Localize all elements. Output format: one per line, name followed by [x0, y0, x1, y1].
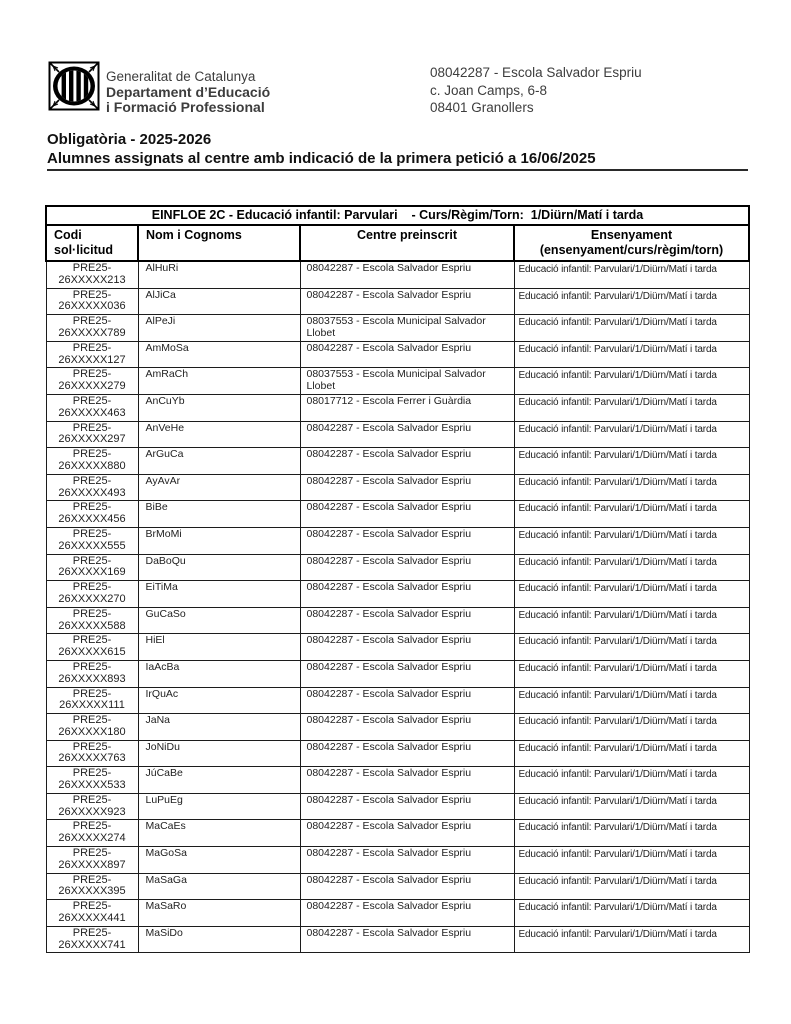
- document-title: [47, 131, 748, 171]
- table-row: [46, 793, 749, 820]
- codi-line1: PRE25-: [72, 926, 112, 939]
- codi-line1: PRE25-: [72, 900, 112, 913]
- table-row: [46, 900, 749, 927]
- codi-cell: [46, 740, 138, 767]
- centre-cell: 08042287 - Escola Salvador Espriu: [300, 660, 514, 687]
- centre-cell: 08042287 - Escola Salvador Espriu: [300, 740, 514, 767]
- codi-line2: 26XXXXX441: [58, 912, 126, 925]
- codi-line1: PRE25-: [72, 394, 112, 407]
- centre-cell: 08042287 - Escola Salvador Espriu: [300, 474, 514, 501]
- org-name-line2: Departament d’Educació: [106, 83, 271, 100]
- nom-cell: AmRaCh: [138, 368, 300, 395]
- nom-cell: AmMoSa: [138, 341, 300, 368]
- org-name-line3: i Formació Professional: [106, 99, 265, 115]
- codi-cell: [46, 501, 138, 528]
- codi-line1: PRE25-: [72, 421, 112, 434]
- codi-cell: [46, 687, 138, 714]
- nom-cell: JoNiDu: [138, 740, 300, 767]
- codi-cell: [46, 793, 138, 820]
- school-city: 08401 Granollers: [430, 100, 534, 115]
- centre-cell: 08042287 - Escola Salvador Espriu: [300, 554, 514, 581]
- column-header-ensenyament: Ensenyament (ensenyament/curs/règim/torn): [514, 225, 749, 261]
- centre-cell: 08042287 - Escola Salvador Espriu: [300, 900, 514, 927]
- nom-cell: HiEl: [138, 634, 300, 661]
- centre-cell: 08042287 - Escola Salvador Espriu: [300, 288, 514, 315]
- codi-line2: 26XXXXX880: [58, 459, 126, 472]
- nom-cell: JaNa: [138, 714, 300, 741]
- codi-line2: 26XXXXX279: [58, 380, 126, 393]
- table-row: [46, 394, 749, 421]
- table-row: [46, 448, 749, 475]
- generalitat-logo: [48, 61, 100, 111]
- codi-line1: PRE25-: [72, 634, 112, 647]
- centre-cell: 08042287 - Escola Salvador Espriu: [300, 341, 514, 368]
- codi-line1: PRE25-: [72, 501, 112, 514]
- codi-cell: [46, 873, 138, 900]
- codi-line2: 26XXXXX897: [58, 858, 126, 871]
- codi-cell: [46, 527, 138, 554]
- centre-cell: 08017712 - Escola Ferrer i Guàrdia: [300, 394, 514, 421]
- centre-cell: 08042287 - Escola Salvador Espriu: [300, 714, 514, 741]
- codi-line1: PRE25-: [72, 474, 112, 487]
- codi-line2: 26XXXXX111: [59, 699, 125, 712]
- centre-cell: 08042287 - Escola Salvador Espriu: [300, 607, 514, 634]
- codi-line2: 26XXXXX127: [58, 353, 126, 366]
- table-row: [46, 714, 749, 741]
- codi-line2: 26XXXXX588: [58, 619, 126, 632]
- codi-line2: 26XXXXX555: [58, 539, 126, 552]
- nom-cell: MaSaRo: [138, 900, 300, 927]
- centre-cell: 08042287 - Escola Salvador Espriu: [300, 581, 514, 608]
- ensenyament-cell: Educació infantil: Parvulari/1/Diürn/Matí i tarda: [514, 394, 749, 421]
- codi-line1: PRE25-: [72, 288, 112, 301]
- ensenyament-cell: Educació infantil: Parvulari/1/Diürn/Matí i tarda: [514, 873, 749, 900]
- table-row: [46, 261, 749, 288]
- nom-cell: JúCaBe: [138, 767, 300, 794]
- codi-line2: 26XXXXX395: [58, 885, 126, 898]
- codi-line1: PRE25-: [72, 714, 112, 727]
- codi-line2: 26XXXXX036: [58, 300, 126, 313]
- school-street: c. Joan Camps, 6-8: [430, 82, 548, 98]
- ensenyament-cell: Educació infantil: Parvulari/1/Diürn/Matí i tarda: [514, 634, 749, 661]
- codi-line1: PRE25-: [72, 368, 112, 381]
- centre-cell: 08042287 - Escola Salvador Espriu: [300, 873, 514, 900]
- ensenyament-cell: Educació infantil: Parvulari/1/Diürn/Matí i tarda: [514, 607, 749, 634]
- table-row: [46, 820, 749, 847]
- school-address-block: [430, 64, 642, 117]
- codi-line2: 26XXXXX493: [58, 486, 126, 499]
- codi-cell: [46, 900, 138, 927]
- codi-line1: PRE25-: [72, 581, 112, 594]
- table-row: [46, 634, 749, 661]
- group-header-row: [46, 206, 749, 225]
- nom-cell: BiBe: [138, 501, 300, 528]
- centre-cell: 08037553 - Escola Municipal Salvador Llobet: [300, 368, 514, 395]
- ensenyament-cell: Educació infantil: Parvulari/1/Diürn/Matí i tarda: [514, 793, 749, 820]
- codi-line2: 26XXXXX169: [58, 566, 126, 579]
- centre-cell: 08042287 - Escola Salvador Espriu: [300, 847, 514, 874]
- centre-cell: 08037553 - Escola Municipal Salvador Llobet: [300, 315, 514, 342]
- centre-cell: 08042287 - Escola Salvador Espriu: [300, 421, 514, 448]
- ensenyament-cell: Educació infantil: Parvulari/1/Diürn/Matí i tarda: [514, 315, 749, 342]
- table-row: [46, 740, 749, 767]
- school-code-name: 08042287 - Escola Salvador Espriu: [430, 65, 642, 80]
- codi-cell: [46, 820, 138, 847]
- codi-line1: PRE25-: [72, 847, 112, 860]
- nom-cell: BrMoMi: [138, 527, 300, 554]
- table-row: [46, 368, 749, 395]
- nom-cell: AlJiCa: [138, 288, 300, 315]
- nom-cell: LuPuEg: [138, 793, 300, 820]
- nom-cell: MaCaEs: [138, 820, 300, 847]
- codi-line1: PRE25-: [72, 740, 112, 753]
- table-row: [46, 527, 749, 554]
- codi-line1: PRE25-: [72, 820, 112, 833]
- codi-line2: 26XXXXX213: [58, 273, 126, 286]
- codi-line1: PRE25-: [72, 554, 112, 567]
- codi-cell: [46, 261, 138, 288]
- title-line1: Obligatòria - 2025-2026: [47, 131, 212, 148]
- nom-cell: IaAcBa: [138, 660, 300, 687]
- codi-cell: [46, 315, 138, 342]
- nom-cell: EiTiMa: [138, 581, 300, 608]
- codi-cell: [46, 926, 138, 953]
- ensenyament-cell: Educació infantil: Parvulari/1/Diürn/Matí i tarda: [514, 847, 749, 874]
- table-row: [46, 341, 749, 368]
- codi-line1: PRE25-: [72, 448, 112, 461]
- column-header-nom: Nom i Cognoms: [138, 225, 300, 261]
- codi-cell: [46, 394, 138, 421]
- codi-line2: 26XXXXX463: [58, 406, 126, 419]
- centre-cell: 08042287 - Escola Salvador Espriu: [300, 793, 514, 820]
- nom-cell: MaSaGa: [138, 873, 300, 900]
- ensenyament-cell: Educació infantil: Parvulari/1/Diürn/Matí i tarda: [514, 660, 749, 687]
- ensenyament-cell: Educació infantil: Parvulari/1/Diürn/Matí i tarda: [514, 820, 749, 847]
- codi-line2: 26XXXXX180: [58, 725, 126, 738]
- codi-line2: 26XXXXX270: [58, 592, 126, 605]
- codi-cell: [46, 714, 138, 741]
- codi-line2: 26XXXXX893: [58, 672, 126, 685]
- group-header: EINFLOE 2C - Educació infantil: Parvulari - Curs/Règim/Torn: 1/Diürn/Matí i tarda: [46, 206, 749, 225]
- ensenyament-cell: Educació infantil: Parvulari/1/Diürn/Matí i tarda: [514, 474, 749, 501]
- nom-cell: MaSiDo: [138, 926, 300, 953]
- codi-line2: 26XXXXX533: [58, 779, 126, 792]
- codi-line2: 26XXXXX297: [58, 433, 126, 446]
- centre-cell: 08042287 - Escola Salvador Espriu: [300, 820, 514, 847]
- org-name-line1: Generalitat de Catalunya: [106, 69, 256, 84]
- codi-line2: 26XXXXX741: [58, 938, 126, 951]
- ensenyament-cell: Educació infantil: Parvulari/1/Diürn/Matí i tarda: [514, 900, 749, 927]
- codi-line1: PRE25-: [72, 767, 112, 780]
- codi-line1: PRE25-: [72, 607, 112, 620]
- codi-line2: 26XXXXX763: [58, 752, 126, 765]
- table-row: [46, 421, 749, 448]
- codi-cell: [46, 288, 138, 315]
- codi-line1: PRE25-: [72, 341, 112, 354]
- ensenyament-cell: Educació infantil: Parvulari/1/Diürn/Matí i tarda: [514, 368, 749, 395]
- ensenyament-cell: Educació infantil: Parvulari/1/Diürn/Matí i tarda: [514, 288, 749, 315]
- table-row: [46, 501, 749, 528]
- centre-cell: 08042287 - Escola Salvador Espriu: [300, 687, 514, 714]
- table-row: [46, 315, 749, 342]
- nom-cell: IrQuAc: [138, 687, 300, 714]
- org-name-block: [106, 69, 270, 116]
- ensenyament-cell: Educació infantil: Parvulari/1/Diürn/Matí i tarda: [514, 740, 749, 767]
- codi-cell: [46, 847, 138, 874]
- centre-cell: 08042287 - Escola Salvador Espriu: [300, 634, 514, 661]
- nom-cell: DaBoQu: [138, 554, 300, 581]
- nom-cell: AlHuRi: [138, 261, 300, 288]
- nom-cell: MaGoSa: [138, 847, 300, 874]
- codi-line1: PRE25-: [72, 793, 112, 806]
- codi-cell: [46, 581, 138, 608]
- codi-line2: 26XXXXX923: [58, 805, 126, 818]
- nom-cell: ArGuCa: [138, 448, 300, 475]
- codi-cell: [46, 554, 138, 581]
- column-header-codi: Codi sol·licitud: [46, 225, 138, 261]
- codi-cell: [46, 634, 138, 661]
- table-row: [46, 660, 749, 687]
- ensenyament-cell: Educació infantil: Parvulari/1/Diürn/Matí i tarda: [514, 527, 749, 554]
- table-row: [46, 288, 749, 315]
- table-row: [46, 926, 749, 953]
- codi-line1: PRE25-: [72, 315, 112, 328]
- codi-cell: [46, 421, 138, 448]
- codi-line2: 26XXXXX274: [58, 832, 126, 845]
- table-body: [46, 261, 749, 953]
- column-header-centre: Centre preinscrit: [300, 225, 514, 261]
- ensenyament-cell: Educació infantil: Parvulari/1/Diürn/Matí i tarda: [514, 501, 749, 528]
- table-row: [46, 847, 749, 874]
- ensenyament-cell: Educació infantil: Parvulari/1/Diürn/Matí i tarda: [514, 767, 749, 794]
- centre-cell: 08042287 - Escola Salvador Espriu: [300, 527, 514, 554]
- nom-cell: AlPeJi: [138, 315, 300, 342]
- codi-line1: PRE25-: [72, 687, 112, 700]
- ensenyament-cell: Educació infantil: Parvulari/1/Diürn/Matí i tarda: [514, 714, 749, 741]
- codi-line1: PRE25-: [72, 873, 112, 886]
- centre-cell: 08042287 - Escola Salvador Espriu: [300, 261, 514, 288]
- codi-cell: [46, 607, 138, 634]
- column-header-row: [46, 225, 749, 261]
- codi-line2: 26XXXXX615: [58, 646, 126, 659]
- nom-cell: GuCaSo: [138, 607, 300, 634]
- codi-cell: [46, 341, 138, 368]
- title-line2: Alumnes assignats al centre amb indicació de la primera petició a 16/06/2025: [47, 149, 596, 167]
- ensenyament-cell: Educació infantil: Parvulari/1/Diürn/Matí i tarda: [514, 581, 749, 608]
- ensenyament-cell: Educació infantil: Parvulari/1/Diürn/Matí i tarda: [514, 687, 749, 714]
- codi-cell: [46, 368, 138, 395]
- assignments-table: [45, 205, 750, 953]
- centre-cell: 08042287 - Escola Salvador Espriu: [300, 767, 514, 794]
- centre-cell: 08042287 - Escola Salvador Espriu: [300, 926, 514, 953]
- ensenyament-cell: Educació infantil: Parvulari/1/Diürn/Matí i tarda: [514, 554, 749, 581]
- codi-line2: 26XXXXX789: [58, 326, 126, 339]
- codi-cell: [46, 660, 138, 687]
- centre-cell: 08042287 - Escola Salvador Espriu: [300, 448, 514, 475]
- nom-cell: AyAvAr: [138, 474, 300, 501]
- generalitat-emblem-icon: [48, 61, 100, 111]
- codi-cell: [46, 474, 138, 501]
- table-row: [46, 607, 749, 634]
- codi-line1: PRE25-: [72, 660, 112, 673]
- codi-line1: PRE25-: [72, 527, 112, 540]
- table-row: [46, 767, 749, 794]
- codi-line2: 26XXXXX456: [58, 513, 126, 526]
- ensenyament-cell: Educació infantil: Parvulari/1/Diürn/Matí i tarda: [514, 926, 749, 953]
- table-row: [46, 581, 749, 608]
- centre-cell: 08042287 - Escola Salvador Espriu: [300, 501, 514, 528]
- codi-cell: [46, 448, 138, 475]
- ensenyament-cell: Educació infantil: Parvulari/1/Diürn/Matí i tarda: [514, 261, 749, 288]
- ensenyament-cell: Educació infantil: Parvulari/1/Diürn/Matí i tarda: [514, 421, 749, 448]
- table-row: [46, 687, 749, 714]
- ensenyament-cell: Educació infantil: Parvulari/1/Diürn/Matí i tarda: [514, 448, 749, 475]
- codi-cell: [46, 767, 138, 794]
- codi-line1: PRE25-: [72, 262, 112, 274]
- nom-cell: AnVeHe: [138, 421, 300, 448]
- table-row: [46, 474, 749, 501]
- ensenyament-cell: Educació infantil: Parvulari/1/Diürn/Matí i tarda: [514, 341, 749, 368]
- nom-cell: AnCuYb: [138, 394, 300, 421]
- table-row: [46, 554, 749, 581]
- table-row: [46, 873, 749, 900]
